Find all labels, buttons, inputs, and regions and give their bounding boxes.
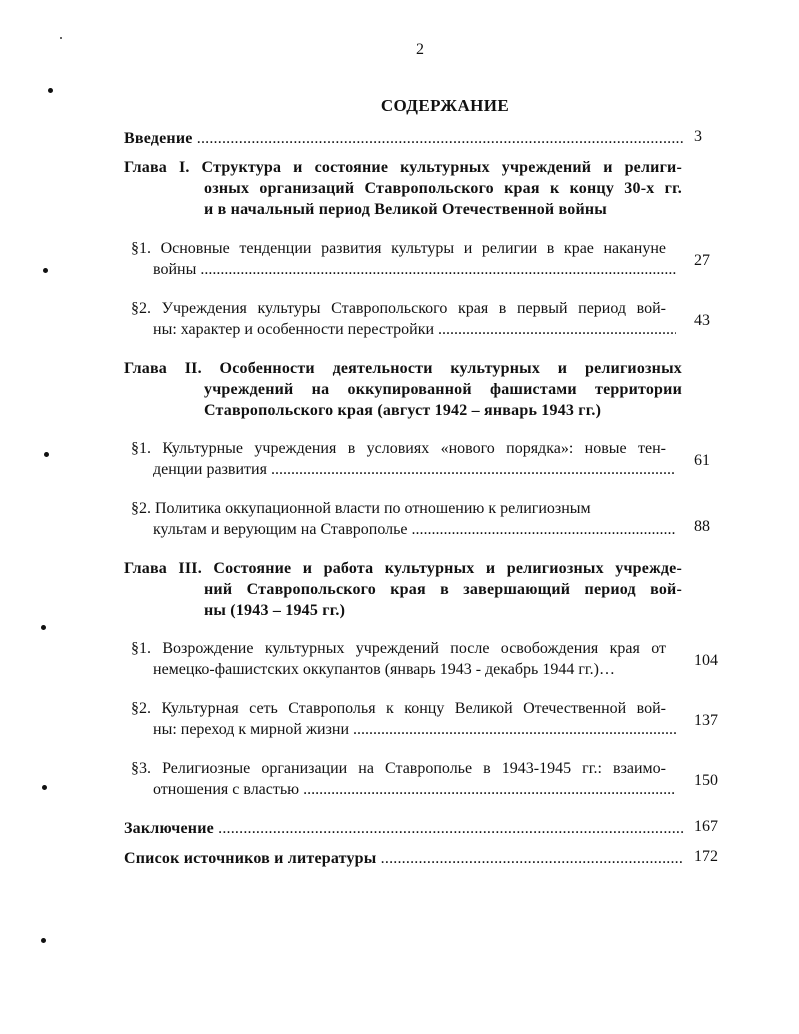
section-line: ны: переход к мирной жизни ..... (131, 719, 676, 740)
margin-mark (48, 88, 53, 93)
toc-section[interactable] (131, 758, 681, 800)
margin-mark (41, 938, 46, 943)
page-title: СОДЕРЖАНИЕ (380, 96, 510, 115)
margin-mark (42, 785, 47, 790)
chapter-line: ний Ставропольского края в завершающий период вой- (204, 581, 682, 598)
toc-chapter-3[interactable] (124, 558, 684, 621)
section-line: §3. Религиозные организации на Ставрополье в 1943-1945 гг.: взаимо- (131, 760, 666, 777)
toc-label: Введение ..... (124, 128, 684, 149)
chapter-line: ны (1943 – 1945 гг.) (204, 602, 346, 619)
toc-entry-introduction[interactable] (124, 128, 684, 149)
chapter-line: Глава I. Структура и состояние культурных учреждений и религи- (124, 159, 682, 176)
chapter-line: Глава II. Особенности деятельности культурных и религиозных (124, 360, 682, 377)
toc-section[interactable] (131, 438, 681, 480)
toc-section[interactable] (131, 638, 691, 680)
toc-page: 150 (694, 772, 718, 789)
chapter-line: Ставропольского края (август 1942 – январь 1943 гг.) (204, 402, 602, 419)
section-line: войны ..... (131, 259, 676, 280)
toc-page: 167 (694, 818, 718, 835)
toc-page: 172 (694, 848, 718, 865)
toc-label: Заключение ..... (124, 818, 684, 839)
toc-section[interactable] (131, 498, 681, 540)
toc-page: 61 (694, 452, 710, 469)
toc-page: 3 (694, 128, 702, 145)
toc-page: 88 (694, 518, 710, 535)
section-line: культам и верующим на Ставрополье ..... (131, 519, 676, 540)
toc-chapter-2[interactable] (124, 358, 684, 421)
toc-label: Список источников и литературы ..... (124, 848, 684, 869)
chapter-line: и в начальный период Великой Отечественной войны (204, 201, 607, 218)
toc-entry-sources[interactable] (124, 848, 684, 869)
section-line: §1. Возрождение культурных учреждений после освобождения края от (131, 640, 666, 657)
toc-page: 137 (694, 712, 718, 729)
chapter-line: озных организаций Ставропольского края к концу 30-х гг. (204, 180, 682, 197)
section-line: денции развития ..... (131, 459, 676, 480)
section-line: отношения с властью ..... (131, 779, 676, 800)
margin-mark (44, 452, 49, 457)
toc-page: 104 (694, 652, 718, 669)
section-line: §1. Основные тенденции развития культуры и религии в крае накануне (131, 240, 666, 257)
toc-section[interactable] (131, 238, 681, 280)
toc-section[interactable] (131, 298, 681, 340)
toc-chapter-1[interactable] (124, 157, 684, 220)
scan-speck (60, 37, 62, 39)
toc-entry-conclusion[interactable] (124, 818, 684, 839)
section-line: §1. Культурные учреждения в условиях «нового порядка»: новые тен- (131, 440, 666, 457)
page-number: 2 (416, 41, 424, 58)
margin-mark (41, 625, 46, 630)
chapter-line: учреждений на оккупированной фашистами территории (204, 381, 682, 398)
section-line: §2. Политика оккупационной власти по отношению к религиозным (131, 500, 591, 517)
chapter-line: Глава III. Состояние и работа культурных и религиозных учрежде- (124, 560, 682, 577)
toc-section[interactable] (131, 698, 681, 740)
toc-page: 43 (694, 312, 710, 329)
toc-page: 27 (694, 252, 710, 269)
margin-mark (43, 268, 48, 273)
section-line: §2. Культурная сеть Ставрополья к концу Великой Отечественной вой- (131, 700, 666, 717)
section-line: ны: характер и особенности перестройки ..... (131, 319, 676, 340)
section-line: немецко-фашистских оккупантов (январь 1943 - декабрь 1944 гг.)… (153, 661, 615, 678)
section-line: §2. Учреждения культуры Ставропольского края в первый период вой- (131, 300, 666, 317)
